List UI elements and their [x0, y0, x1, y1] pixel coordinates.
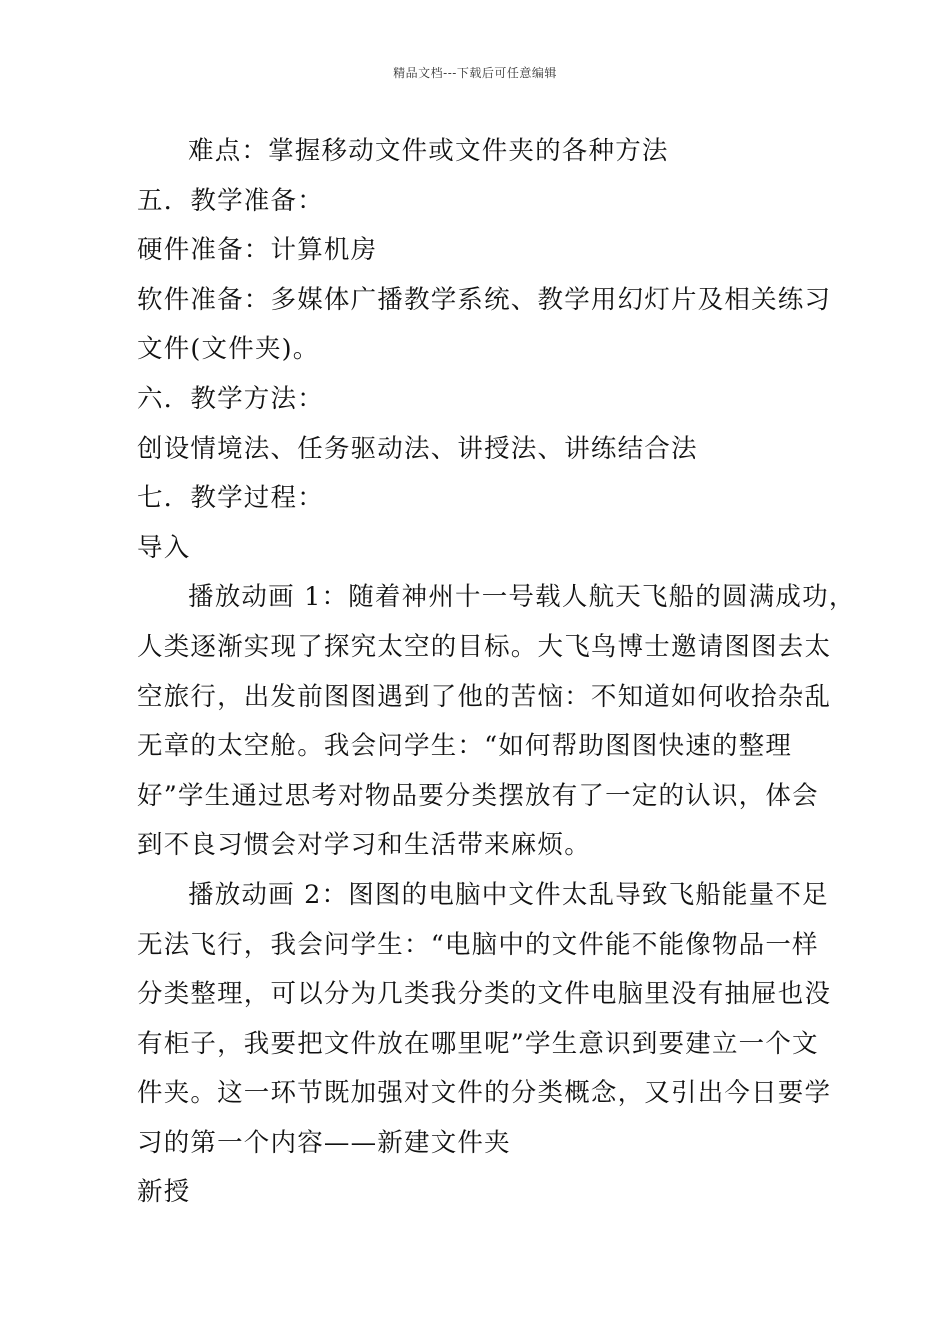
text-line: 播放动画 2：图图的电脑中文件太乱导致飞船能量不足	[188, 879, 829, 910]
section-heading: 五．教学准备：	[137, 185, 324, 216]
section-heading: 六．教学方法：	[137, 383, 324, 414]
text-line: 创设情境法、任务驱动法、讲授法、讲练结合法	[137, 433, 698, 464]
text-line: 硬件准备：计算机房	[137, 235, 378, 266]
text-line: 到不良习惯会对学习和生活带来麻烦。	[137, 830, 591, 861]
text-line: 有柜子，我要把文件放在哪里呢”学生意识到要建立一个文	[137, 1028, 819, 1059]
document-body	[137, 127, 856, 1218]
text-line: 人类逐渐实现了探究太空的目标。大飞鸟博士邀请图图去太	[137, 631, 832, 662]
text-line: 播放动画 1：随着神州十一号载人航天飞船的圆满成功，	[188, 582, 856, 613]
text-line: 件夹。这一环节既加强对文件的分类概念，又引出今日要学	[137, 1078, 832, 1109]
text-line: 软件准备：多媒体广播教学系统、教学用幻灯片及相关练习	[137, 284, 832, 315]
subsection-heading: 导入	[137, 532, 191, 563]
section-heading: 七．教学过程：	[137, 483, 324, 514]
text-line: 文件(文件夹)。	[137, 334, 320, 365]
text-line: 无章的太空舱。我会问学生：“如何帮助图图快速的整理	[137, 731, 793, 762]
text-line: 习的第一个内容——新建文件夹	[137, 1127, 511, 1158]
text-line: 好”学生通过思考对物品要分类摆放有了一定的认识，体会	[137, 780, 819, 811]
subsection-heading: 新授	[137, 1177, 191, 1208]
page-header: 精品文档---下载后可任意编辑	[393, 66, 557, 80]
text-line: 空旅行，出发前图图遇到了他的苦恼：不知道如何收拾杂乱	[137, 681, 832, 712]
text-line: 无法飞行，我会问学生：“电脑中的文件能不能像物品一样	[137, 929, 819, 960]
text-line: 分类整理，可以分为几类我分类的文件电脑里没有抽屉也没	[137, 979, 832, 1010]
text-line: 难点：掌握移动文件或文件夹的各种方法	[188, 136, 669, 166]
